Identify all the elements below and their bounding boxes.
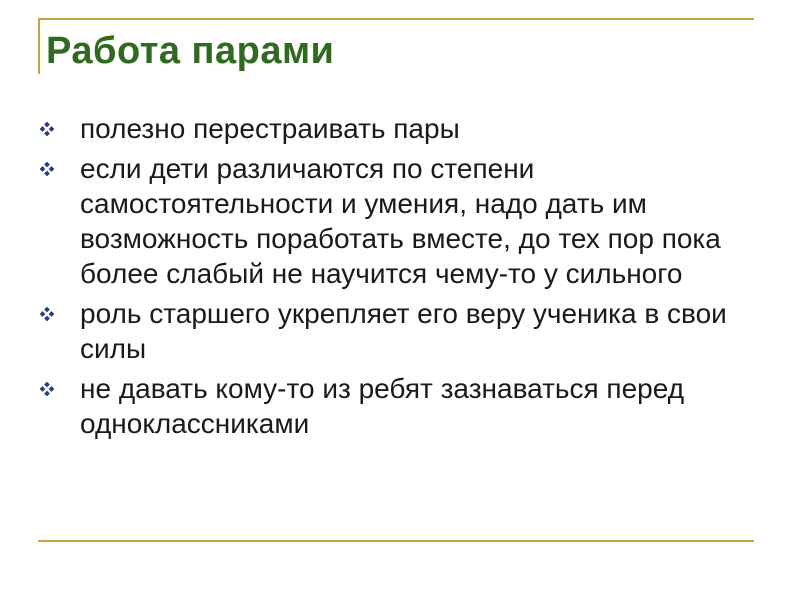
bullet-text: если дети различаются по степени самостоятельности и умения, надо дать им возможность поработать вместе, до тех пор пока более слабый не научится чему-то у сильного bbox=[80, 153, 721, 289]
title-accent-tick bbox=[38, 18, 40, 74]
bullet-text: роль старшего укрепляет его веру ученика в свои силы bbox=[80, 298, 727, 364]
bullet-item bbox=[40, 371, 760, 441]
diamond-cluster-icon bbox=[40, 307, 54, 321]
bullet-item bbox=[40, 296, 760, 366]
bullet-text: полезно перестраивать пары bbox=[80, 113, 460, 144]
bottom-divider-line bbox=[38, 540, 754, 542]
bullet-item bbox=[40, 151, 760, 291]
slide-title: Работа парами bbox=[46, 30, 335, 72]
diamond-cluster-icon bbox=[40, 162, 54, 176]
diamond-cluster-icon bbox=[40, 122, 54, 136]
bullet-text: не давать кому-то из ребят зазнаваться перед одноклассниками bbox=[80, 373, 685, 439]
diamond-cluster-icon bbox=[40, 382, 54, 396]
top-divider-line bbox=[38, 18, 754, 20]
bullet-list bbox=[40, 111, 760, 446]
bullet-item bbox=[40, 111, 760, 146]
